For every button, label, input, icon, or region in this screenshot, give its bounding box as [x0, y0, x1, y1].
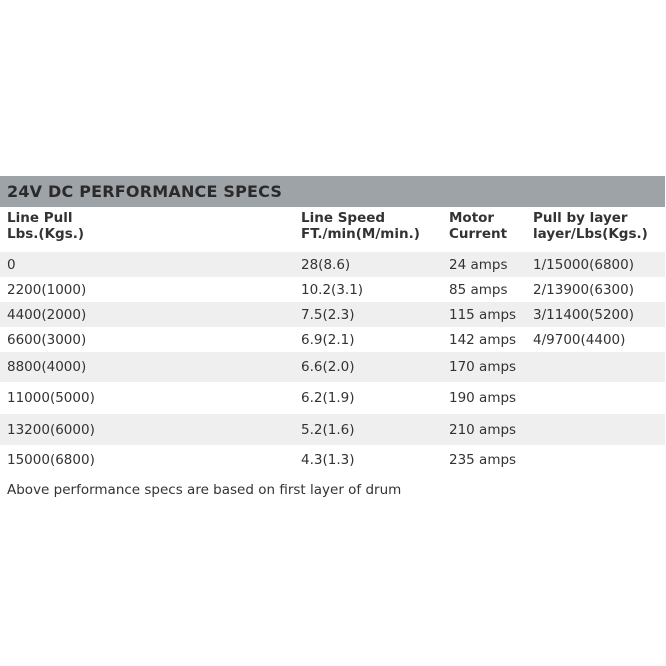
table-cell: 85 amps	[442, 277, 526, 302]
table-row	[0, 445, 665, 475]
table-cell: 3/11400(5200)	[526, 302, 665, 327]
specs-table	[0, 207, 665, 475]
table-row	[0, 414, 665, 445]
column-header-motor-current	[442, 207, 526, 252]
column-header-line1: Line Speed	[301, 210, 386, 226]
column-header-line1: Line Pull	[7, 210, 73, 226]
table-cell: 7.5(2.3)	[294, 302, 442, 327]
column-header-line1: Motor	[449, 210, 495, 226]
table-cell: 13200(6000)	[0, 414, 294, 445]
table-cell	[526, 352, 665, 382]
table-cell: 0	[0, 252, 294, 277]
table-cell: 4.3(1.3)	[294, 445, 442, 475]
table-cell: 170 amps	[442, 352, 526, 382]
table-cell: 5.2(1.6)	[294, 414, 442, 445]
table-cell: 8800(4000)	[0, 352, 294, 382]
column-header-pull-by-layer	[526, 207, 665, 252]
table-cell	[526, 382, 665, 414]
specs-title: 24V DC PERFORMANCE SPECS	[7, 182, 283, 201]
column-header-line1: Pull by layer	[533, 210, 628, 226]
column-header-line2: FT./min(M/min.)	[301, 226, 420, 242]
column-header-line-speed	[294, 207, 442, 252]
table-cell: 6600(3000)	[0, 327, 294, 352]
table-header-row	[0, 207, 665, 252]
table-cell: 2200(1000)	[0, 277, 294, 302]
column-header-line-pull	[0, 207, 294, 252]
column-header-line2: layer/Lbs(Kgs.)	[533, 226, 648, 242]
table-cell: 11000(5000)	[0, 382, 294, 414]
table-row	[0, 252, 665, 277]
table-cell: 10.2(3.1)	[294, 277, 442, 302]
column-header-line2: Current	[449, 226, 508, 242]
table-cell: 6.2(1.9)	[294, 382, 442, 414]
table-cell: 6.9(2.1)	[294, 327, 442, 352]
table-cell: 235 amps	[442, 445, 526, 475]
table-row	[0, 382, 665, 414]
table-cell: 4400(2000)	[0, 302, 294, 327]
table-cell: 142 amps	[442, 327, 526, 352]
table-row	[0, 277, 665, 302]
table-cell: 1/15000(6800)	[526, 252, 665, 277]
table-cell	[526, 445, 665, 475]
table-cell: 4/9700(4400)	[526, 327, 665, 352]
table-row	[0, 327, 665, 352]
table-cell: 28(8.6)	[294, 252, 442, 277]
table-cell: 2/13900(6300)	[526, 277, 665, 302]
table-row	[0, 352, 665, 382]
performance-specs-panel	[0, 176, 665, 498]
table-cell: 190 amps	[442, 382, 526, 414]
table-cell: 210 amps	[442, 414, 526, 445]
specs-footnote: Above performance specs are based on first layer of drum	[7, 482, 402, 498]
table-cell	[526, 414, 665, 445]
table-cell: 15000(6800)	[0, 445, 294, 475]
table-cell: 24 amps	[442, 252, 526, 277]
table-cell: 6.6(2.0)	[294, 352, 442, 382]
table-cell: 115 amps	[442, 302, 526, 327]
table-row	[0, 302, 665, 327]
specs-title-bar	[0, 176, 665, 207]
column-header-line2: Lbs.(Kgs.)	[7, 226, 85, 242]
